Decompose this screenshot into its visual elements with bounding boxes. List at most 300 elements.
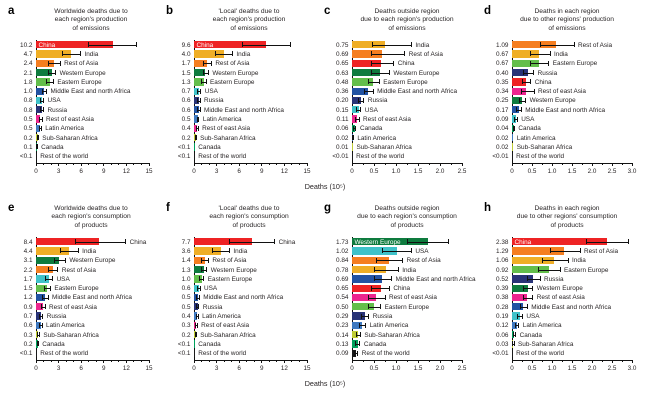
category-label: Russia xyxy=(47,106,68,114)
error-bar xyxy=(373,45,412,46)
category-label: China xyxy=(196,41,214,49)
value-label: 0.15 xyxy=(336,106,349,114)
bar-d-11 xyxy=(512,143,513,150)
error-bar-cap xyxy=(200,107,201,112)
error-bar-cap xyxy=(196,332,197,337)
x-major-tick xyxy=(396,360,397,364)
x-major-tick xyxy=(194,360,195,364)
value-label: 0.63 xyxy=(336,69,349,77)
error-bar-cap xyxy=(203,70,204,75)
category-label: Russia xyxy=(202,303,223,311)
error-bar-cap xyxy=(40,107,41,112)
x-tick-label: 2.5 xyxy=(607,364,617,372)
error-bar-cap xyxy=(88,42,89,47)
error-bar-cap xyxy=(78,248,79,253)
category-label: China xyxy=(278,238,296,246)
error-bar-cap xyxy=(42,117,43,122)
value-label: 0.65 xyxy=(336,60,349,68)
error-bar-cap xyxy=(371,70,372,75)
category-label: Rest of Asia xyxy=(64,60,99,68)
value-label: 3.6 xyxy=(181,247,191,255)
error-bar-cap xyxy=(389,286,390,291)
category-label: Sub-Saharan Africa xyxy=(518,340,574,348)
chart-panel-e xyxy=(8,202,166,380)
error-bar-cap xyxy=(356,107,357,112)
x-tick-label: 2.5 xyxy=(457,167,467,175)
value-label: 4.0 xyxy=(181,50,191,58)
error-bar-cap xyxy=(527,304,528,309)
error-bar-cap xyxy=(229,239,230,244)
category-label: Rest of the world xyxy=(198,153,247,161)
error-bar-cap xyxy=(201,258,202,263)
category-label: Rest of Asia xyxy=(61,266,96,274)
value-label: 0.39 xyxy=(496,285,509,293)
error-bar xyxy=(586,242,629,243)
x-tick-label: 12 xyxy=(122,364,130,372)
panel-title-h: Deaths in each region due to other regions' consumption of products xyxy=(516,205,618,229)
error-bar-cap xyxy=(50,286,51,291)
category-label: Rest of Asia xyxy=(578,41,613,49)
x-tick-label: 0 xyxy=(350,167,354,175)
error-bar xyxy=(62,54,80,55)
error-bar xyxy=(542,260,568,261)
error-bar-cap xyxy=(39,323,40,328)
panel-letter-a: a xyxy=(8,5,15,17)
error-bar-cap xyxy=(586,239,587,244)
x-tick-label: 3 xyxy=(214,364,219,372)
x-minor-tick xyxy=(562,163,563,165)
x-minor-tick xyxy=(224,360,225,362)
category-label: Latin America xyxy=(522,322,562,330)
error-bar-cap xyxy=(196,304,197,309)
category-label: Eastern Europe xyxy=(207,275,253,283)
error-bar-cap xyxy=(363,98,364,103)
x-major-tick xyxy=(462,163,463,167)
category-label: Eastern Europe xyxy=(57,78,102,86)
error-bar-cap xyxy=(371,51,372,56)
x-minor-tick xyxy=(88,360,89,362)
error-bar-cap xyxy=(65,258,66,263)
error-bar xyxy=(89,45,137,46)
error-bar-cap xyxy=(360,107,361,112)
error-bar-cap xyxy=(274,239,275,244)
x-minor-tick xyxy=(385,360,386,362)
error-bar-cap xyxy=(357,351,358,356)
value-label: 7.7 xyxy=(181,238,191,246)
x-minor-tick xyxy=(224,163,225,165)
value-label: 0.92 xyxy=(496,266,509,274)
error-bar-cap xyxy=(353,126,354,131)
error-bar xyxy=(372,73,390,74)
category-label: Sub-Saharan Africa xyxy=(356,143,412,151)
error-bar-cap xyxy=(389,70,390,75)
x-tick-label: 2.0 xyxy=(587,364,597,372)
value-label: 0.4 xyxy=(181,313,191,320)
value-label: 0.40 xyxy=(496,69,509,77)
error-bar-cap xyxy=(290,42,291,47)
chart-panel-d xyxy=(484,5,642,183)
x-tick-label: 1.0 xyxy=(391,167,401,175)
category-label: Canada xyxy=(359,125,383,133)
error-bar-cap xyxy=(523,70,524,75)
x-tick-label: 2.0 xyxy=(435,364,445,372)
error-bar-cap xyxy=(540,276,541,281)
x-tick-label: 0 xyxy=(350,364,354,372)
error-bar-cap xyxy=(532,286,533,291)
x-minor-tick xyxy=(622,360,623,362)
value-label: 1.06 xyxy=(496,257,509,265)
error-bar-cap xyxy=(198,314,199,319)
x-minor-tick xyxy=(451,360,452,362)
error-bar-cap xyxy=(521,89,522,94)
category-label: Sub-Saharan Africa xyxy=(200,134,256,142)
error-bar-cap xyxy=(373,89,374,94)
value-label: 0.38 xyxy=(496,294,509,302)
error-bar-cap xyxy=(525,98,526,103)
value-label: <0.1 xyxy=(177,153,191,161)
value-label: 0.6 xyxy=(181,285,191,293)
error-bar-cap xyxy=(372,42,373,47)
value-label: 0.9 xyxy=(23,303,33,311)
x-major-tick xyxy=(239,163,240,167)
error-bar-cap xyxy=(407,239,408,244)
x-tick-label: 15 xyxy=(303,364,311,372)
error-bar xyxy=(376,260,402,261)
error-bar-cap xyxy=(355,341,356,346)
x-tick-label: 6 xyxy=(79,364,83,372)
x-major-tick xyxy=(352,360,353,364)
error-bar-cap xyxy=(45,276,46,281)
error-bar-cap xyxy=(200,89,201,94)
x-axis-label-top-row: Deaths (10⁵) xyxy=(304,182,346,191)
value-label: 0.54 xyxy=(336,294,349,302)
x-tick-label: 12 xyxy=(280,167,288,175)
x-tick-label: 6 xyxy=(237,364,241,372)
error-bar-cap xyxy=(201,267,202,272)
value-label: 0.03 xyxy=(496,340,509,348)
x-tick-label: 2.5 xyxy=(607,167,617,175)
error-bar-cap xyxy=(41,126,42,131)
category-label: Middle East and north Africa xyxy=(204,106,284,114)
error-bar-cap xyxy=(39,126,40,131)
category-label: Western Europe xyxy=(536,285,583,293)
category-label: Sub-Saharan Africa xyxy=(42,134,98,142)
error-bar-cap xyxy=(55,70,56,75)
category-label: Russia xyxy=(372,313,393,320)
x-tick-label: 9 xyxy=(260,364,264,372)
error-bar xyxy=(54,260,65,261)
error-bar-cap xyxy=(514,117,515,122)
error-bar-cap xyxy=(548,61,549,66)
error-bar-cap xyxy=(197,107,198,112)
error-bar-cap xyxy=(42,323,43,328)
category-label: Russia xyxy=(46,313,67,320)
category-label: Rest of east Asia xyxy=(49,303,97,311)
error-bar-cap xyxy=(54,258,55,263)
error-bar-cap xyxy=(41,304,42,309)
category-label: Canada xyxy=(518,125,541,133)
value-label: 0.36 xyxy=(336,88,349,96)
category-label: India xyxy=(415,41,430,49)
value-label: 0.6 xyxy=(181,97,191,105)
category-label: Canada xyxy=(519,331,542,339)
error-bar-cap xyxy=(521,107,522,112)
error-bar-cap xyxy=(48,267,49,272)
error-bar-cap xyxy=(382,248,383,253)
panel-letter-h: h xyxy=(484,202,492,214)
x-minor-tick xyxy=(276,163,277,165)
x-minor-tick xyxy=(111,163,112,165)
error-bar-cap xyxy=(530,79,531,84)
panel-letter-c: c xyxy=(324,5,331,17)
error-bar-cap xyxy=(199,295,200,300)
x-tick-label: 6 xyxy=(79,167,83,175)
value-label: 1.7 xyxy=(23,275,33,283)
value-label: 4.7 xyxy=(23,50,33,58)
category-label: Eastern Europe xyxy=(552,60,598,68)
x-minor-tick xyxy=(269,360,270,362)
x-major-tick xyxy=(462,360,463,364)
panel-title-f: 'Local' deaths due to each region's consumption of products xyxy=(209,205,289,229)
x-tick-label: 1.0 xyxy=(547,167,557,175)
category-label: Western Europe xyxy=(210,266,257,274)
error-bar-cap xyxy=(60,248,61,253)
value-label: 0.13 xyxy=(336,340,349,348)
error-bar-cap xyxy=(580,248,581,253)
x-minor-tick xyxy=(118,163,119,165)
error-bar-cap xyxy=(208,258,209,263)
error-bar-cap xyxy=(197,323,198,328)
x-minor-tick xyxy=(582,360,583,362)
x-major-tick xyxy=(216,360,217,364)
x-major-tick xyxy=(261,163,262,167)
x-axis-label-bottom-row: Deaths (10⁵) xyxy=(304,379,346,388)
category-label: China xyxy=(534,78,552,86)
error-bar-cap xyxy=(530,51,531,56)
error-bar-cap xyxy=(532,295,533,300)
error-bar-cap xyxy=(60,61,61,66)
value-label: 1.5 xyxy=(23,285,33,293)
category-label: Latin America xyxy=(46,322,85,330)
value-label: 0.6 xyxy=(23,322,33,330)
category-label: Russia xyxy=(537,69,558,77)
value-label: 0.06 xyxy=(496,331,509,339)
x-tick-label: 0 xyxy=(34,167,38,175)
error-bar-cap xyxy=(520,304,521,309)
error-bar-cap xyxy=(358,98,359,103)
error-bar-cap xyxy=(514,126,515,131)
error-bar-cap xyxy=(57,267,58,272)
error-bar-cap xyxy=(45,304,46,309)
category-label: Latin America xyxy=(516,134,556,142)
error-bar-cap xyxy=(42,314,43,319)
category-label: USA xyxy=(526,313,540,320)
category-label: India xyxy=(572,257,586,265)
error-bar-cap xyxy=(359,341,360,346)
x-major-tick xyxy=(572,360,573,364)
value-label: 0.20 xyxy=(336,97,349,105)
error-bar xyxy=(216,54,233,55)
error-bar-cap xyxy=(355,126,356,131)
x-minor-tick xyxy=(299,163,300,165)
error-bar-cap xyxy=(39,117,40,122)
category-label: Rest of east Asia xyxy=(389,294,437,302)
error-bar-cap xyxy=(197,286,198,291)
error-bar-cap xyxy=(402,258,403,263)
value-label: 0.84 xyxy=(336,257,349,265)
category-label: Latin America xyxy=(202,116,242,123)
value-label: 0.19 xyxy=(496,313,509,320)
error-bar-cap xyxy=(229,248,230,253)
error-bar xyxy=(538,270,560,271)
value-label: 10.2 xyxy=(20,41,33,49)
x-tick-label: 3 xyxy=(56,364,61,372)
x-minor-tick xyxy=(385,163,386,165)
error-bar-cap xyxy=(448,239,449,244)
category-label: Canada xyxy=(42,340,65,348)
category-label: Rest of Asia xyxy=(212,257,247,265)
value-label: 2.38 xyxy=(496,238,509,246)
error-bar-cap xyxy=(75,239,76,244)
error-bar-cap xyxy=(198,117,199,122)
value-label: 2.2 xyxy=(23,266,33,274)
x-tick-label: 1.0 xyxy=(547,364,557,372)
category-label: Sub-Saharan Africa xyxy=(516,143,573,151)
value-label: 0.11 xyxy=(336,116,349,123)
category-label: Rest of Asia xyxy=(215,60,250,68)
error-bar-cap xyxy=(212,248,213,253)
error-bar-cap xyxy=(385,295,386,300)
error-bar-cap xyxy=(200,98,201,103)
error-bar xyxy=(383,251,412,252)
error-bar-cap xyxy=(550,248,551,253)
category-label: India xyxy=(236,50,251,58)
value-label: 0.02 xyxy=(496,143,509,151)
value-label: 0.67 xyxy=(496,60,509,68)
x-minor-tick xyxy=(602,360,603,362)
x-major-tick xyxy=(374,163,375,167)
value-label: 0.23 xyxy=(336,322,349,330)
error-bar-cap xyxy=(516,107,517,112)
x-tick-label: 1.5 xyxy=(567,167,577,175)
category-label: Rest of the world xyxy=(356,153,405,161)
category-label: USA xyxy=(521,116,535,123)
error-bar-cap xyxy=(519,98,520,103)
value-label: 0.01 xyxy=(336,143,349,151)
x-tick-label: 0 xyxy=(192,167,196,175)
error-bar-cap xyxy=(46,89,47,94)
error-bar-cap xyxy=(203,276,204,281)
x-tick-label: 12 xyxy=(122,167,130,175)
error-bar-cap xyxy=(198,126,199,131)
category-label: Rest of the world xyxy=(40,153,89,161)
value-label: 0.02 xyxy=(496,134,509,142)
error-bar-cap xyxy=(206,79,207,84)
category-label: Western Europe xyxy=(354,238,401,246)
x-major-tick xyxy=(307,360,308,364)
error-bar-cap xyxy=(568,258,569,263)
value-label: 1.2 xyxy=(23,294,33,302)
x-major-tick xyxy=(81,360,82,364)
error-bar-cap xyxy=(206,267,207,272)
value-label: 0.5 xyxy=(181,294,191,302)
error-bar-cap xyxy=(359,117,360,122)
error-bar-cap xyxy=(374,276,375,281)
value-label: 1.0 xyxy=(181,275,191,283)
error-bar-cap xyxy=(38,135,39,140)
x-minor-tick xyxy=(602,163,603,165)
x-minor-tick xyxy=(276,360,277,362)
x-major-tick xyxy=(216,163,217,167)
error-bar xyxy=(369,307,381,308)
x-tick-label: 1.5 xyxy=(413,167,423,175)
error-bar-cap xyxy=(538,267,539,272)
panel-letter-e: e xyxy=(8,202,15,214)
x-minor-tick xyxy=(299,360,300,362)
x-major-tick xyxy=(552,163,553,167)
error-bar-cap xyxy=(628,239,629,244)
error-bar-cap xyxy=(374,267,375,272)
category-label: Latin America xyxy=(45,125,84,133)
value-label: 1.0 xyxy=(23,88,33,96)
x-major-tick xyxy=(592,360,593,364)
category-label: Rest of Asia xyxy=(406,257,441,265)
x-tick-label: 9 xyxy=(260,167,264,175)
value-label: 0.5 xyxy=(181,116,191,123)
value-label: 0.09 xyxy=(336,350,349,358)
error-bar-cap xyxy=(534,89,535,94)
error-bar-cap xyxy=(40,98,41,103)
value-label: 0.2 xyxy=(181,134,191,142)
x-major-tick xyxy=(307,163,308,167)
error-bar-cap xyxy=(379,79,380,84)
x-major-tick xyxy=(632,360,633,364)
x-major-tick xyxy=(532,163,533,167)
x-major-tick xyxy=(374,360,375,364)
category-label: Latin America xyxy=(357,134,397,142)
category-label: Eastern Europe xyxy=(383,78,428,86)
category-label: Russia xyxy=(544,275,564,283)
x-major-tick xyxy=(572,163,573,167)
bar-d-10 xyxy=(512,134,513,141)
x-minor-tick xyxy=(429,163,430,165)
value-label: 2.1 xyxy=(23,69,33,77)
error-bar-cap xyxy=(43,98,44,103)
value-label: 0.5 xyxy=(23,125,33,133)
value-label: 1.29 xyxy=(496,247,509,255)
x-axis-f xyxy=(194,360,307,361)
panel-letter-d: d xyxy=(484,5,492,17)
value-label: 1.3 xyxy=(181,78,191,86)
error-bar-cap xyxy=(574,42,575,47)
value-label: 9.6 xyxy=(181,41,191,49)
x-minor-tick xyxy=(231,163,232,165)
error-bar xyxy=(530,54,550,55)
value-label: 0.04 xyxy=(496,125,509,133)
error-bar xyxy=(49,63,60,64)
x-major-tick xyxy=(36,360,37,364)
x-major-tick xyxy=(194,163,195,167)
value-label: 0.3 xyxy=(181,322,191,330)
error-bar-cap xyxy=(48,295,49,300)
value-label: 1.4 xyxy=(181,257,191,265)
x-major-tick xyxy=(284,163,285,167)
error-bar xyxy=(369,82,380,83)
value-label: 0.09 xyxy=(496,116,509,123)
category-label: Rest of Asia xyxy=(408,50,443,58)
error-bar-cap xyxy=(368,304,369,309)
error-bar-cap xyxy=(364,89,365,94)
